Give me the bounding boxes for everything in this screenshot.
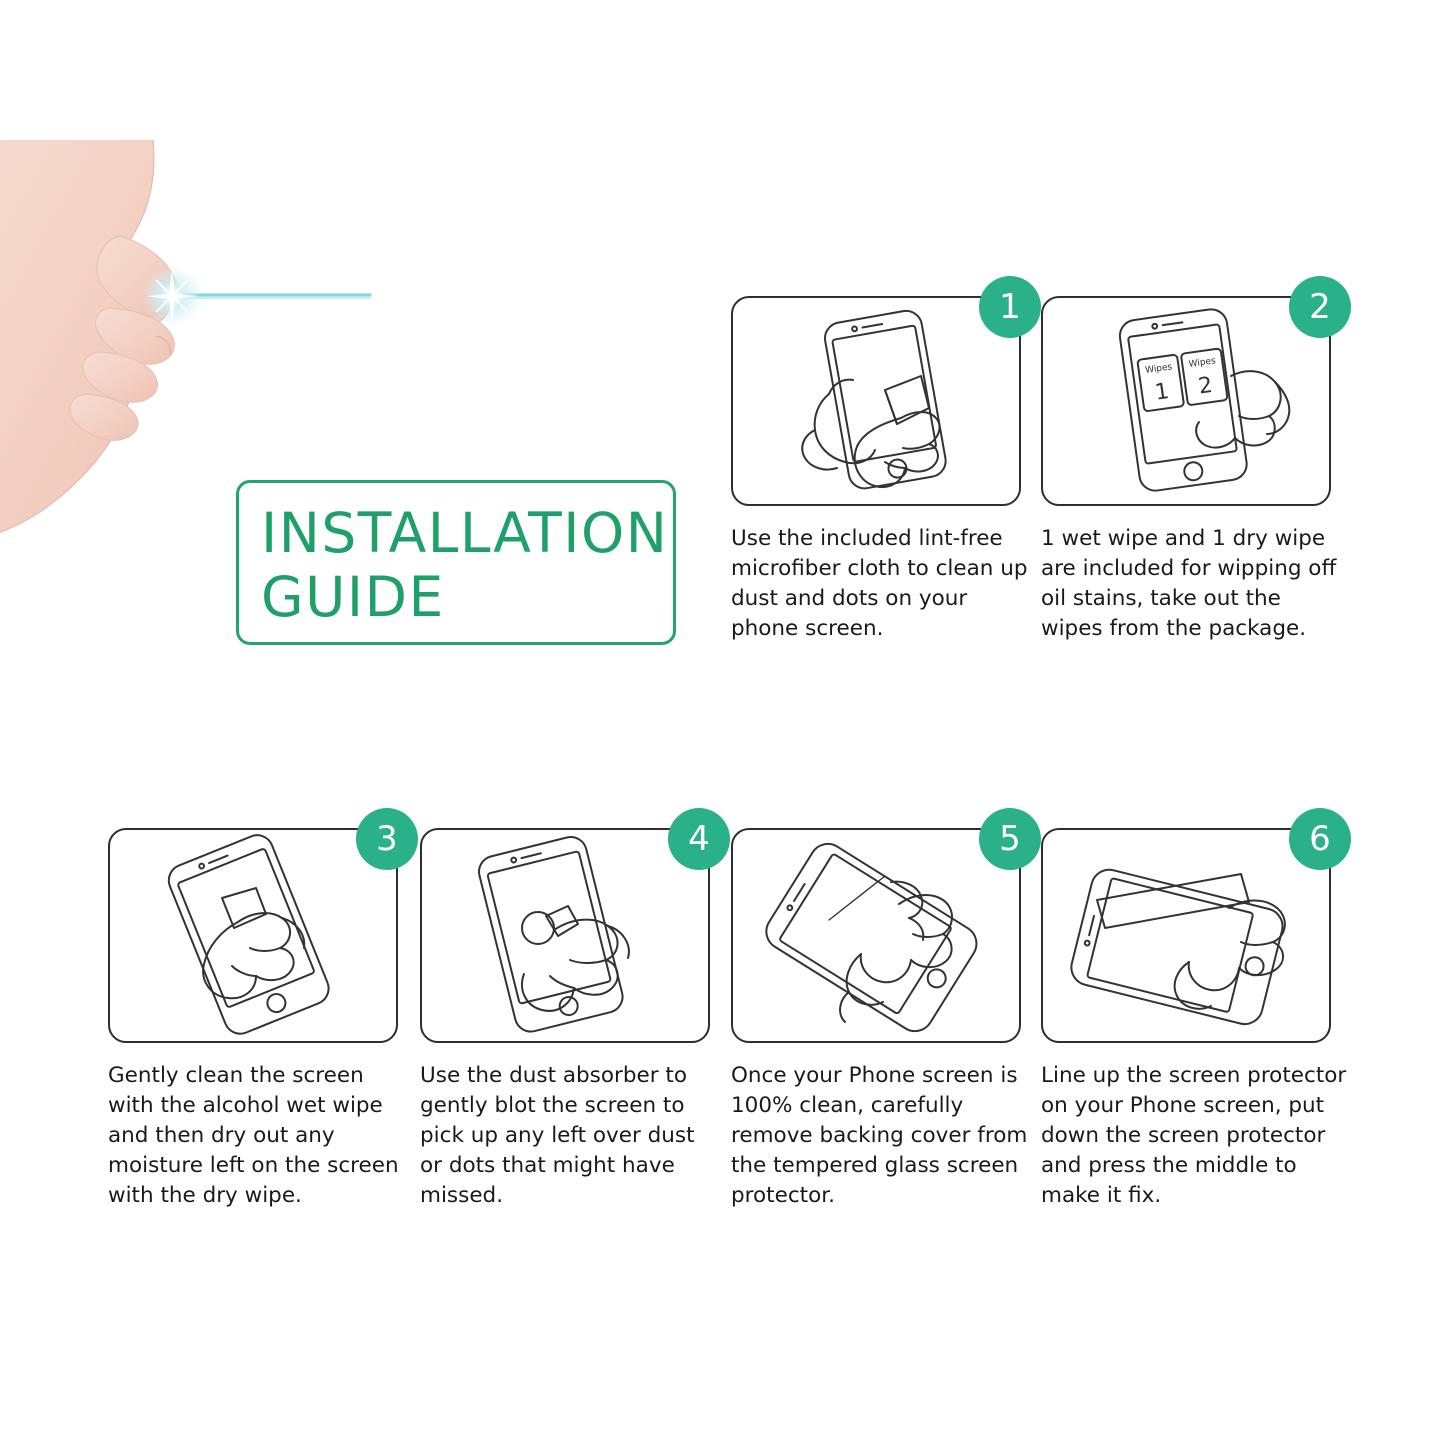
- step-3-caption: Gently clean the screen with the alcohol wet wipe and then dry out any moisture left on the screen with the dry wipe.: [108, 1063, 399, 1208]
- svg-text:Wipes: Wipes: [1144, 362, 1173, 376]
- step-6-panel: [1041, 819, 1331, 1043]
- step-6: [1041, 819, 1351, 1211]
- step-6-caption: Line up the screen protector on your Phone screen, put down the screen protector and press the middle to make it fix.: [1041, 1063, 1347, 1208]
- page-title: [236, 480, 676, 645]
- step-5-panel: [731, 819, 1021, 1043]
- step-4-badge: 4: [668, 808, 730, 870]
- step-4-illustration: [422, 830, 708, 1041]
- step-3-illustration: [110, 830, 396, 1041]
- step-6-illustration: [1043, 830, 1329, 1041]
- step-2-panel: [1041, 287, 1331, 506]
- step-2: [1041, 287, 1341, 644]
- step-2-badge: 2: [1289, 276, 1351, 338]
- step-5: [731, 819, 1041, 1211]
- step-4-panel: [420, 819, 710, 1043]
- step-3-badge: 3: [356, 808, 418, 870]
- step-4: [420, 819, 720, 1211]
- title-line-2: GUIDE: [261, 565, 445, 629]
- step-5-illustration: [733, 830, 1019, 1041]
- title-line-1: INSTALLATION: [261, 501, 669, 565]
- step-5-caption: Once your Phone screen is 100% clean, carefully remove backing cover from the tempered glass screen protector.: [731, 1063, 1028, 1208]
- step-1-badge: 1: [979, 276, 1041, 338]
- step-6-badge: 6: [1289, 808, 1351, 870]
- svg-text:2: 2: [1196, 372, 1215, 400]
- step-1-panel: [731, 287, 1021, 506]
- step-2-caption: 1 wet wipe and 1 dry wipe are included for wipping off oil stains, take out the wipes from the package.: [1041, 526, 1337, 641]
- step-1-illustration: [733, 298, 1019, 504]
- step-3: [108, 819, 408, 1211]
- svg-text:1: 1: [1153, 379, 1171, 406]
- step-2-illustration: [1043, 298, 1329, 504]
- step-3-panel: [108, 819, 398, 1043]
- step-4-caption: Use the dust absorber to gently blot the screen to pick up any left over dust or dots that might have missed.: [420, 1063, 695, 1208]
- sparkle-icon: [142, 266, 202, 326]
- step-1: [731, 287, 1031, 644]
- step-1-caption: Use the included lint-free microfiber cloth to clean up dust and dots on your phone screen.: [731, 526, 1028, 641]
- svg-text:Wipes: Wipes: [1188, 356, 1217, 370]
- step-5-badge: 5: [979, 808, 1041, 870]
- hand-shape: [0, 140, 178, 548]
